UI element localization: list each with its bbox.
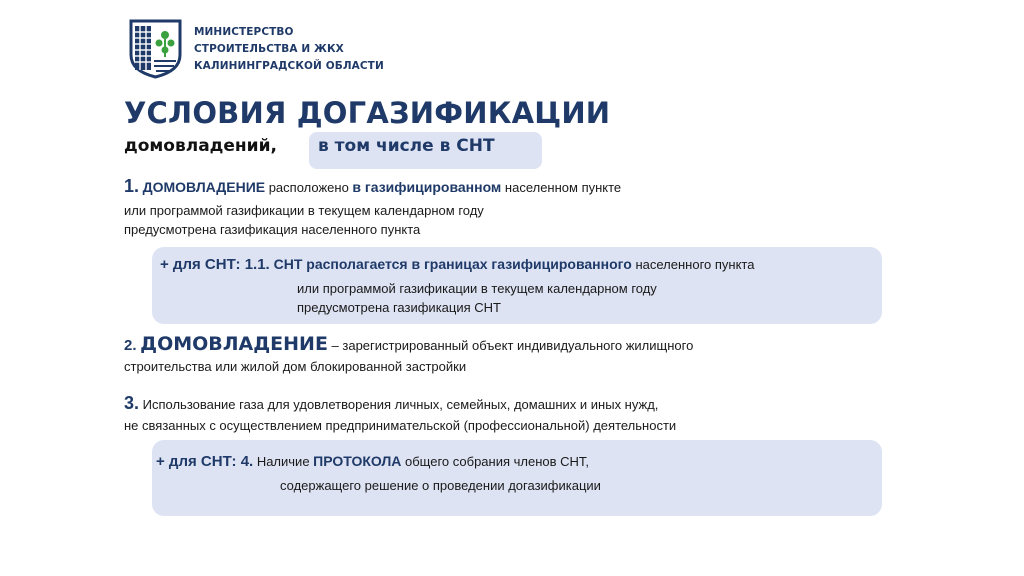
item3-text: Использование газа для удовлетворения личных, семейных, домашних и иных нужд, [139, 397, 659, 412]
ministry-line-3: КАЛИНИНГРАДСКОЙ ОБЛАСТИ [194, 60, 384, 72]
ministry-line-2: СТРОИТЕЛЬСТВА И ЖКХ [194, 43, 344, 55]
snt4-highlight: ПРОТОКОЛА [313, 453, 402, 469]
ministry-logo-icon [128, 17, 183, 79]
subtitle-main: домовладений, [124, 136, 277, 156]
item1-line3: предусмотрена газификация населенного пункта [124, 222, 421, 237]
item2-number: 2. [124, 337, 137, 354]
item1-line1 [124, 176, 621, 197]
item1-number: 1. [124, 176, 140, 196]
item3-line1 [124, 393, 658, 414]
snt4-line1 [156, 453, 589, 470]
item2-text: – зарегистрированный объект индивидуального жилищного [327, 338, 694, 353]
item2-line1 [124, 333, 693, 355]
ministry-line-1: МИНИСТЕРСТВО [194, 26, 294, 38]
item3-line2: не связанных с осуществлением предпринимательской (профессиональной) деятельности [124, 418, 677, 433]
item1-line2: или программой газификации в текущем календарном году [124, 203, 484, 218]
page-title: УСЛОВИЯ ДОГАЗИФИКАЦИИ [124, 96, 611, 130]
snt1-text: населенного пункта [631, 257, 755, 272]
snt1-line2: или программой газификации в текущем календарном году [297, 281, 657, 296]
snt4-line2: содержащего решение о проведении догазификации [280, 478, 601, 493]
snt4-text-a: Наличие [253, 454, 314, 469]
snt4-label: + для СНТ: 4. [156, 453, 254, 470]
item1-text-b: населенном пункте [501, 180, 622, 195]
item2-word: ДОМОВЛАДЕНИЕ [140, 333, 328, 355]
item2-line2: строительства или жилой дом блокированной застройки [124, 359, 467, 374]
ministry-name [194, 24, 384, 75]
item3-number: 3. [124, 393, 140, 413]
item1-word: ДОМОВЛАДЕНИЕ [142, 179, 266, 195]
item1-highlight: в газифицированном [352, 179, 502, 195]
item1-text-a: расположено [265, 180, 353, 195]
snt4-text-b: общего собрания членов СНТ, [401, 454, 590, 469]
snt1-line3: предусмотрена газификация СНТ [297, 300, 501, 315]
subtitle-highlight: в том числе в СНТ [318, 136, 495, 156]
snt1-label: + для СНТ: 1.1. [160, 256, 270, 273]
snt1-bold: СНТ располагается в границах газифицированного [269, 256, 632, 272]
snt1-line1 [160, 256, 754, 273]
